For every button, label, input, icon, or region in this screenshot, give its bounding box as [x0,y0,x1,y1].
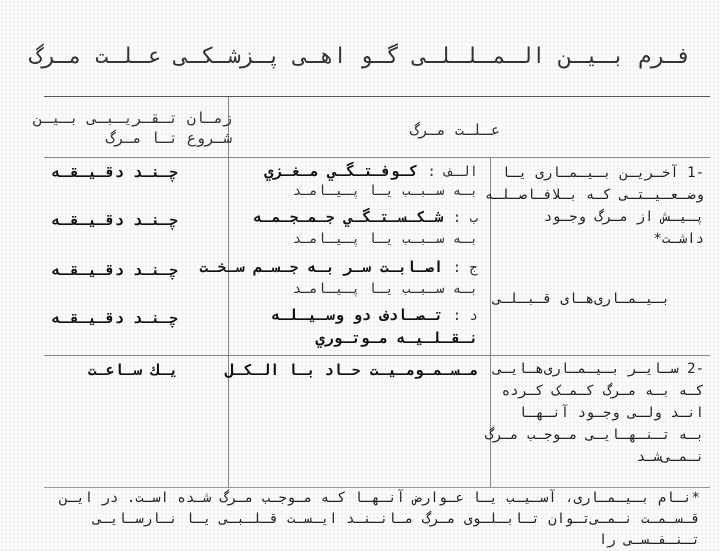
header-cause-of-death: عـلـت مـرگ [409,121,500,139]
section2-line3: انـد ولـی وجـود آنـهـا [518,405,704,421]
cause-b [253,207,478,226]
cause-b-text: شـكـسـتـگـي جـمـجـمـه [253,208,444,226]
cause-c-prefix: ج : [452,260,478,276]
cause-d [271,305,478,324]
footnote [40,488,700,551]
cause-d-text-line2: نـقـلـیـه مـوتـوري [315,329,478,347]
section1-sublabel: بـیـمـاری‌هـای قـبـلـی [492,291,670,307]
header-interval-line1: زمـان تـقـریـبـی بـیـن [33,109,232,127]
interval-c: چـنـد دقـیـقـه [51,261,178,279]
section2-line2: کـه بـه مـرگ کـمـک کـرده [501,383,704,399]
section1-line1: -1 آخـریـن بـیـمـاری یـا [501,165,704,181]
section-divider [44,355,710,356]
form-title: فـرم بـیـن الـمـلـلـی گـو اهـی پـزشـکـی عـلـت مـرگ [28,44,692,69]
section1-line3: پـیـش از مـرگ وجـود [543,209,704,225]
section1-line4: داشـت* [653,231,704,247]
section2-line1: -2 سـایـر بـیـمـاری‌هـایـی [493,361,704,377]
column-divider-left [228,97,229,487]
cause-a-prefix: الـف : [427,164,478,180]
header-divider [44,157,710,158]
interval-a: چـنـد دقـیـقـه [51,163,178,181]
cause-a-due-to: بـه سـبـب یـا پـیـامـد [292,183,478,199]
cause-a [264,161,478,180]
footnote-line2: قـسـمـت نـمـی‌تـوان تـابـلـوی مـرگ مـانـنـد ایـسـت قـلـبـی یـا نـارسـایـی تـنـفـسـی را [93,511,700,548]
section1-line2: وضـعـیـتـی کـه بـلافـاصـلـه [484,187,704,203]
cause-c-due-to: بـه سـبـب یـا پـیـامـد [292,281,478,297]
section2-line5: نـمـی‌شـد [636,449,704,465]
cause-c-text: اصـابـت سـر بـه جـسـم سـخـت [199,258,444,276]
section2-interval: یـك سـاعـت [87,361,178,379]
section2-cause: مـسـمـومـیـت حـاد بـا الـكـل [225,361,478,379]
section2-line4: بـه تـنـهـایـی مـوجـب مـرگ [484,427,704,443]
cause-b-due-to: بـه سـبـب یـا پـیـامـد [292,231,478,247]
cause-b-prefix: ب : [452,210,478,226]
death-certificate-table [33,96,710,488]
interval-b: چـنـد دقـیـقـه [51,211,178,229]
cause-d-prefix: د : [452,308,478,324]
cause-c [199,257,478,276]
cause-d-text: تـصـادف دو وسـیـلـه [271,306,444,324]
footnote-line1: *نـام بـیـمـاری، آسـیـب یـا عـوارض آنـهـا کـه مـوجـب مـرگ شـده اسـت. در ایـن [59,490,700,506]
header-interval-line2: شـروع تـا مـرگ [105,129,232,147]
cause-a-text: كـوفـتـگـي مـغـزي [264,162,418,180]
interval-d: چـنـد دقـیـقـه [51,309,178,327]
